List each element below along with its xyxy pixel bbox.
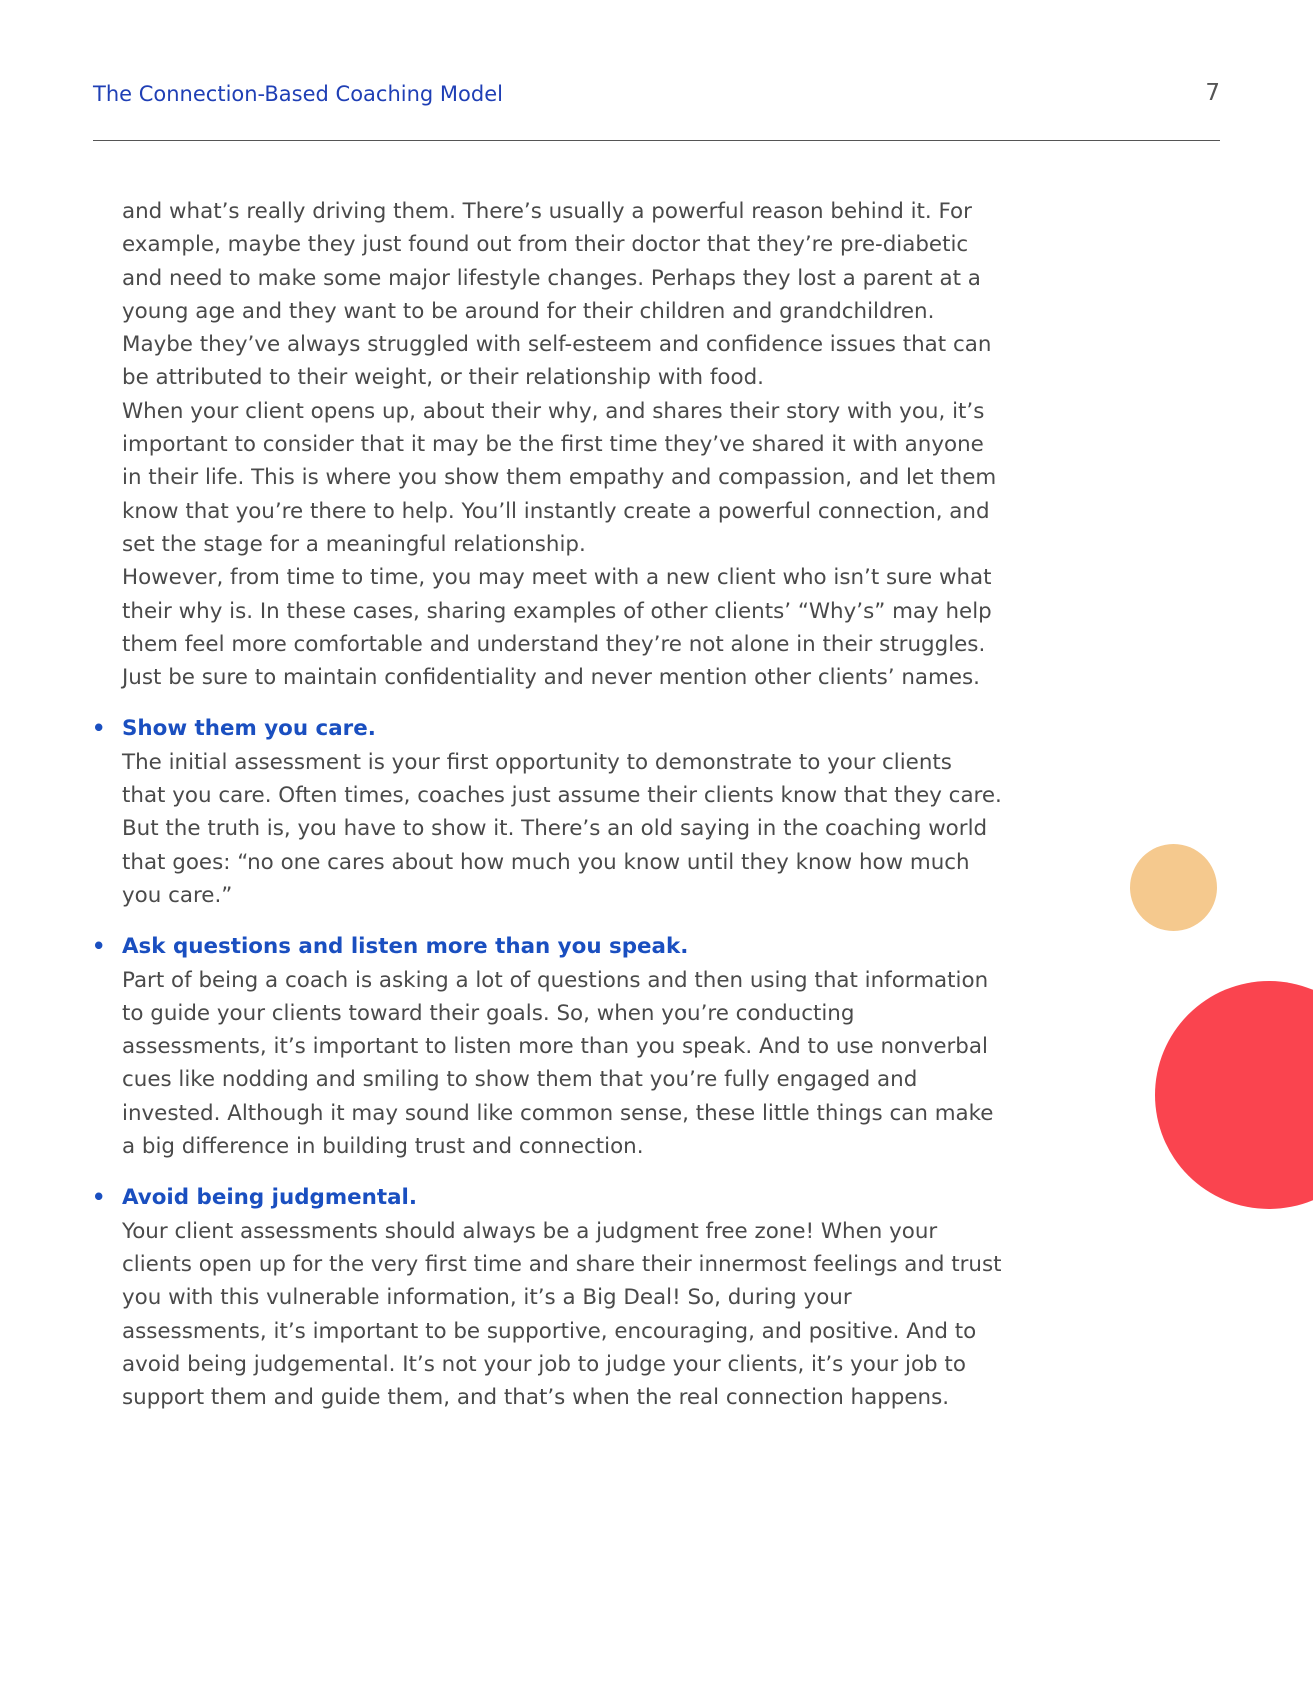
document-title: The Connection-Based Coaching Model [93,82,503,106]
bullet-heading: Show them you care. [122,716,376,742]
bullet-body: The initial assessment is your first opportunity to demonstrate to your clients that you care. Often times, coaches just assume their clients know that they care. But the truth is, you have to show it. There’s an old saying in the coaching world that goes: “no one cares about how much you know until they know how much you care.” [122,749,1002,908]
bullet-body: Your client assessments should always be a judgment free zone! When your clients open up for the very first time and share their innermost feelings and trust you with this vulnerable information, it’s a Big Deal! So, during your assessments, it’s important to be supportive, encouraging, and positive. And to avoid being judgemental. It’s not your job to judge your clients, it’s your job to support them and guide them, and that’s when the real connection happens. [122,1218,1002,1411]
page-header [93,82,1220,112]
bullet-icon: • [92,934,106,959]
page-content [92,195,1002,1414]
decorative-orange-circle [1130,844,1217,931]
bullet-heading: Avoid being judgmental. [122,1185,417,1211]
bullet-icon: • [92,716,106,741]
bullet-item-show-care [92,712,1002,912]
bullet-heading: Ask questions and listen more than you speak. [122,934,689,960]
bullet-item-avoid-judgment [92,1181,1002,1414]
bullet-item-ask-questions [92,930,1002,1163]
decorative-red-circle [1155,981,1313,1209]
intro-paragraph: When your client opens up, about their why, and shares their story with you, it’s important to consider that it may be the first time they’ve shared it with anyone in their life. This is where you show them empathy and compassion, and let them know that you’re there to help. You’ll instantly create a powerful connection, and set the stage for a meaningful relationship. [122,398,997,557]
intro-paragraph: However, from time to time, you may meet with a new client who isn’t sure what their why is. In these cases, sharing examples of other clients’ “Why’s” may help them feel more comfortable and understand they’re not alone in their struggles. Just be sure to maintain confidentiality and never mention other clients’ names. [122,565,992,691]
intro-paragraph: and what’s really driving them. There’s usually a powerful reason behind it. For example, maybe they just found out from their doctor that they’re pre-diabetic and need to make some major lifestyle changes. Perhaps they lost a parent at a young age and they want to be around for their children and grandchildren. Maybe they’ve always struggled with self-esteem and confidence issues that can be attributed to their weight, or their relationship with food. [122,199,992,391]
header-divider [93,140,1220,141]
bullet-body: Part of being a coach is asking a lot of questions and then using that information to guide your clients toward their goals. So, when you’re conducting assessments, it’s important to listen more than you speak. And to use nonverbal cues like nodding and smiling to show them that you’re fully engaged and invested. Although it may sound like common sense, these little things can make a big difference in building trust and connection. [122,967,994,1160]
bullet-icon: • [92,1185,106,1210]
page-number: 7 [1205,80,1220,106]
